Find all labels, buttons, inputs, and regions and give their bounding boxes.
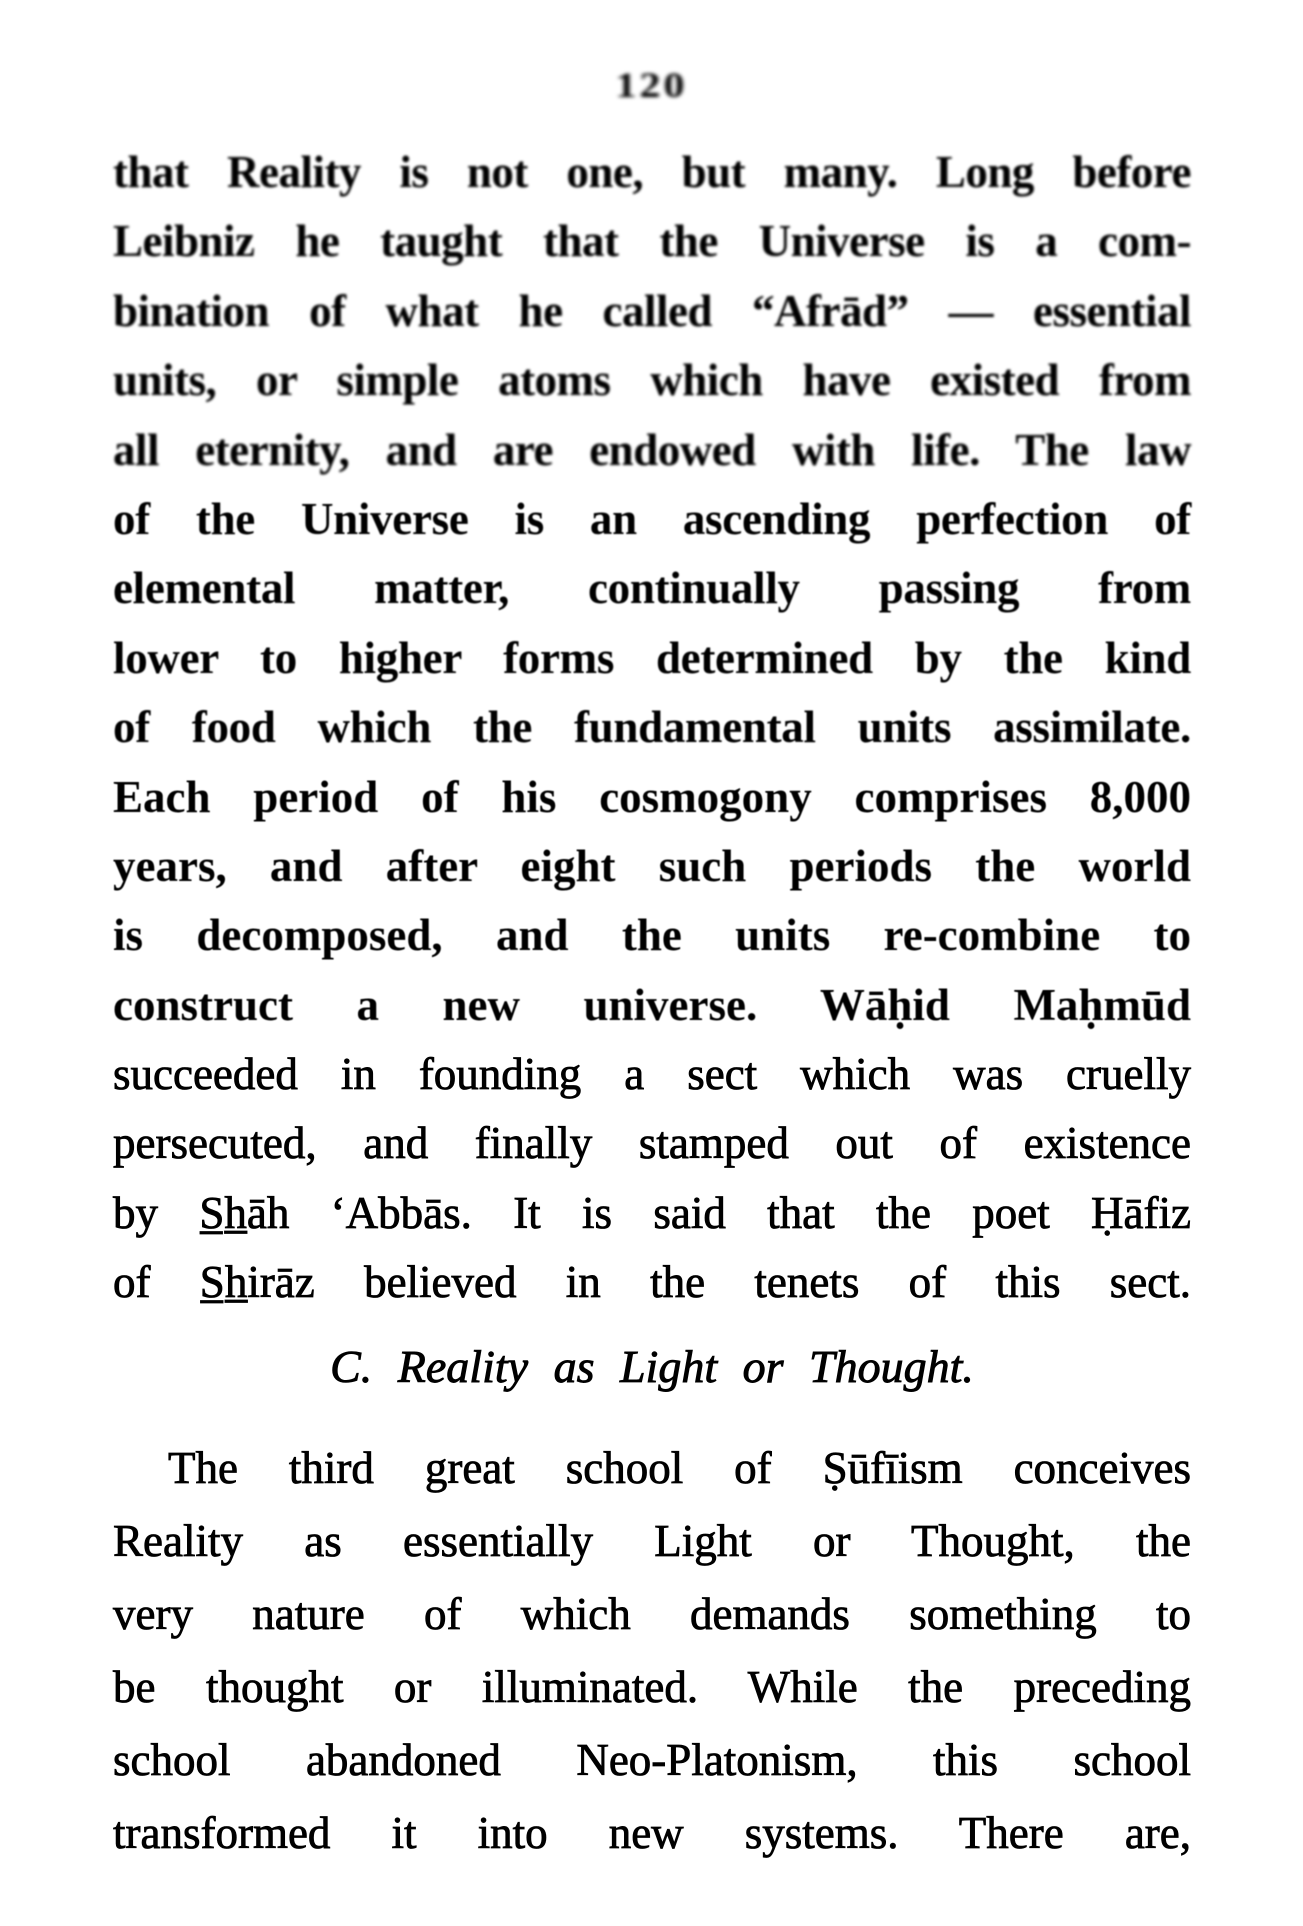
paragraph1-line-7: elemental matter, continually passing from: [113, 563, 1191, 614]
paragraph1-line-2: Leibniz he taught that the Universe is a com-: [113, 216, 1191, 267]
section-heading: C. Reality as Light or Thought.: [330, 1341, 974, 1392]
paragraph1-line-15: persecuted, and finally stamped out of existence: [113, 1118, 1191, 1169]
paragraph1-line-16: by S̲h̲āh ‘Abbās. It is said that the poet Ḥāfiz: [113, 1187, 1191, 1238]
paragraph2-line-2: Reality as essentially Light or Thought, the: [113, 1516, 1191, 1566]
paragraph1-line-1: that Reality is not one, but many. Long before: [113, 147, 1191, 197]
paragraph-1: [113, 138, 1191, 1318]
paragraph1-line-11: years, and after eight such periods the world: [113, 840, 1191, 891]
paragraph1-line-12: is decomposed, and the units re-combine to: [113, 910, 1191, 961]
paragraph1-line-9: of food which the fundamental units assimilate.: [113, 702, 1191, 753]
paragraph2-line-6: transformed it into new systems. There are,: [113, 1808, 1191, 1858]
paragraph1-line-14: succeeded in founding a sect which was cruelly: [113, 1049, 1191, 1100]
paragraph-2: [113, 1432, 1191, 1870]
paragraph1-line-13: construct a new universe. Wāḥid Maḥmūd: [113, 979, 1191, 1030]
paragraph1-line-6: of the Universe is an ascending perfection of: [113, 493, 1191, 544]
paragraph1-line-17: of S̲h̲irāz believed in the tenets of this sect.: [113, 1257, 1191, 1308]
paragraph2-line-5: school abandoned Neo-Platonism, this school: [113, 1735, 1191, 1785]
paragraph1-line-4: units, or simple atoms which have existed from: [113, 355, 1191, 406]
paragraph1-line-3: bination of what he called “Afrād” — essential: [113, 285, 1191, 336]
paragraph2-line-3: very nature of which demands something to: [113, 1589, 1191, 1639]
paragraph1-line-5: all eternity, and are endowed with life. The law: [113, 424, 1191, 475]
paragraph2-line-1: The third great school of Ṣūfīism conceives: [168, 1443, 1191, 1493]
paragraph1-line-8: lower to higher forms determined by the kind: [113, 632, 1191, 683]
paragraph1-line-10: Each period of his cosmogony comprises 8,000: [113, 771, 1191, 822]
paragraph2-line-4: be thought or illuminated. While the preceding: [113, 1662, 1191, 1712]
page-number: 120: [615, 66, 688, 106]
